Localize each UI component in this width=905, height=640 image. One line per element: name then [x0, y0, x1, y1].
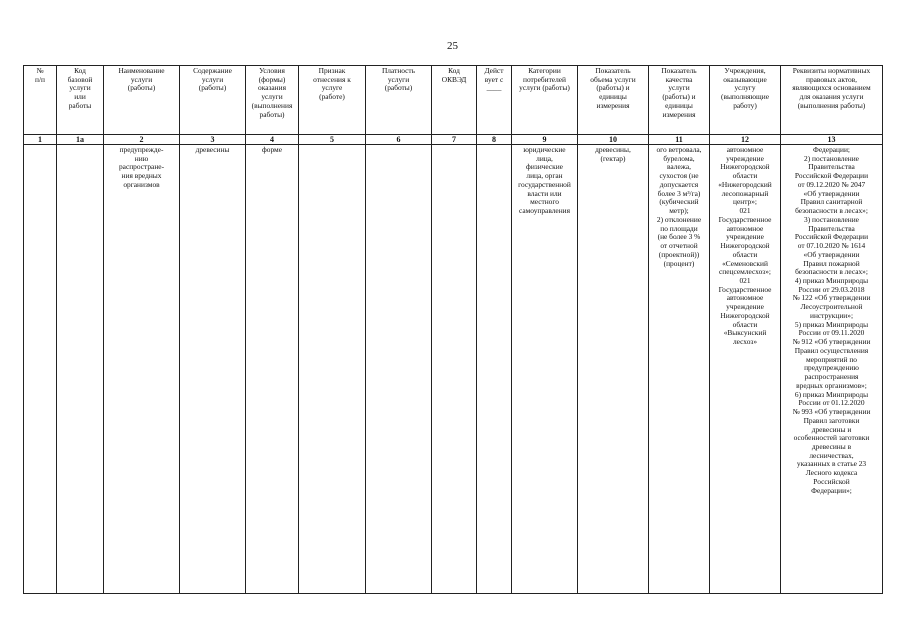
header-consumer-categories: Категории потребителей услуги (работы)	[512, 66, 578, 135]
column-number: 13	[781, 135, 883, 145]
header-base-service-code: Код базовой услуги или работы	[57, 66, 104, 135]
column-number: 4	[246, 135, 299, 145]
header-quality-indicator: Показатель качества услуги (работы) и единицы измерения	[649, 66, 710, 135]
services-register-table	[23, 65, 883, 594]
cell-service-conditions: форме	[246, 145, 299, 594]
column-number: 9	[512, 135, 578, 145]
column-number: 2	[104, 135, 180, 145]
cell-consumer-categories: юридические лица, физические лица, орган государственной власти или местного самоуправления	[512, 145, 578, 594]
header-service-name: Наименование услуги (работы)	[104, 66, 180, 135]
column-number: 5	[299, 135, 366, 145]
header-effective-from: Дейст вует с ____	[477, 66, 512, 135]
header-okved-code: Код ОКВЭД	[432, 66, 477, 135]
column-number: 10	[578, 135, 649, 145]
column-number: 11	[649, 135, 710, 145]
header-service-fee: Платность услуги (работы)	[366, 66, 432, 135]
cell-legal-acts: Федерации; 2) постановление Правительства Российской Федерации от 09.12.2020 № 2047 «Об утверждении Правил санитарной безопасности в лесах»; 3) постановление Правительства Российской Федерации от 07.10.2020 № 1614 «Об утверждении Правил пожарной безопасности в лесах»; 4) приказ Минприроды России от 29.03.2018 № 122 «Об утверждении Лесоустроительной инструкции»; 5) приказ Минприроды России от 09.11.2020 № 912 «Об утверждении Правил осуществления мероприятий по предупреждению распространения вредных организмов»; 6) приказ Минприроды России от 01.12.2020 № 993 «Об утверждении Правил заготовки древесины и особенностей заготовки древесины в лесничествах, указанных в статье 23 Лесного кодекса Российской Федерации»;	[781, 145, 883, 594]
cell-volume-indicator: древесины, (гектар)	[578, 145, 649, 594]
column-number: 8	[477, 135, 512, 145]
header-legal-acts: Реквизиты нормативных правовых актов, являющихся основанием для оказания услуги (выполнения работы)	[781, 66, 883, 135]
header-number: № п/п	[24, 66, 57, 135]
cell-number	[24, 145, 57, 594]
cell-okved-code	[432, 145, 477, 594]
cell-quality-indicator: ого ветровала, бурелома, валежа, сухостоя (не допускается более 3 м³/га) (кубический метр); 2) отклонение по площади (не более 3 % от отчетной (проектной)) (процент)	[649, 145, 710, 594]
cell-effective-from	[477, 145, 512, 594]
column-number-row	[24, 135, 883, 145]
header-volume-indicator: Показатель объема услуги (работы) и единицы измерения	[578, 66, 649, 135]
column-number: 12	[710, 135, 781, 145]
column-number: 1	[24, 135, 57, 145]
cell-service-name: предупрежде- нию распростране- ния вредных организмов	[104, 145, 180, 594]
header-service-conditions: Условия (формы) оказания услуги (выполнения работы)	[246, 66, 299, 135]
cell-service-content: древесины	[180, 145, 246, 594]
column-number: 6	[366, 135, 432, 145]
column-number: 3	[180, 135, 246, 145]
header-service-content: Содержание услуги (работы)	[180, 66, 246, 135]
header-row	[24, 66, 883, 135]
header-institutions: Учреждения, оказывающие услугу (выполняющие работу)	[710, 66, 781, 135]
cell-service-attribute	[299, 145, 366, 594]
cell-institutions: автономное учреждение Нижегородской области «Нижегородский лесопожарный центр»; 021 Государственное автономное учреждение Нижегородской области «Семеновский спецсемлесхоз»; 021 Государственное автономное учреждение Нижегородской области «Выксунский лесхоз»	[710, 145, 781, 594]
column-number: 1а	[57, 135, 104, 145]
table-row	[24, 145, 883, 594]
header-service-attribute: Признак отнесения к услуге (работе)	[299, 66, 366, 135]
cell-base-service-code	[57, 145, 104, 594]
page-number: 25	[447, 40, 458, 52]
cell-service-fee	[366, 145, 432, 594]
column-number: 7	[432, 135, 477, 145]
